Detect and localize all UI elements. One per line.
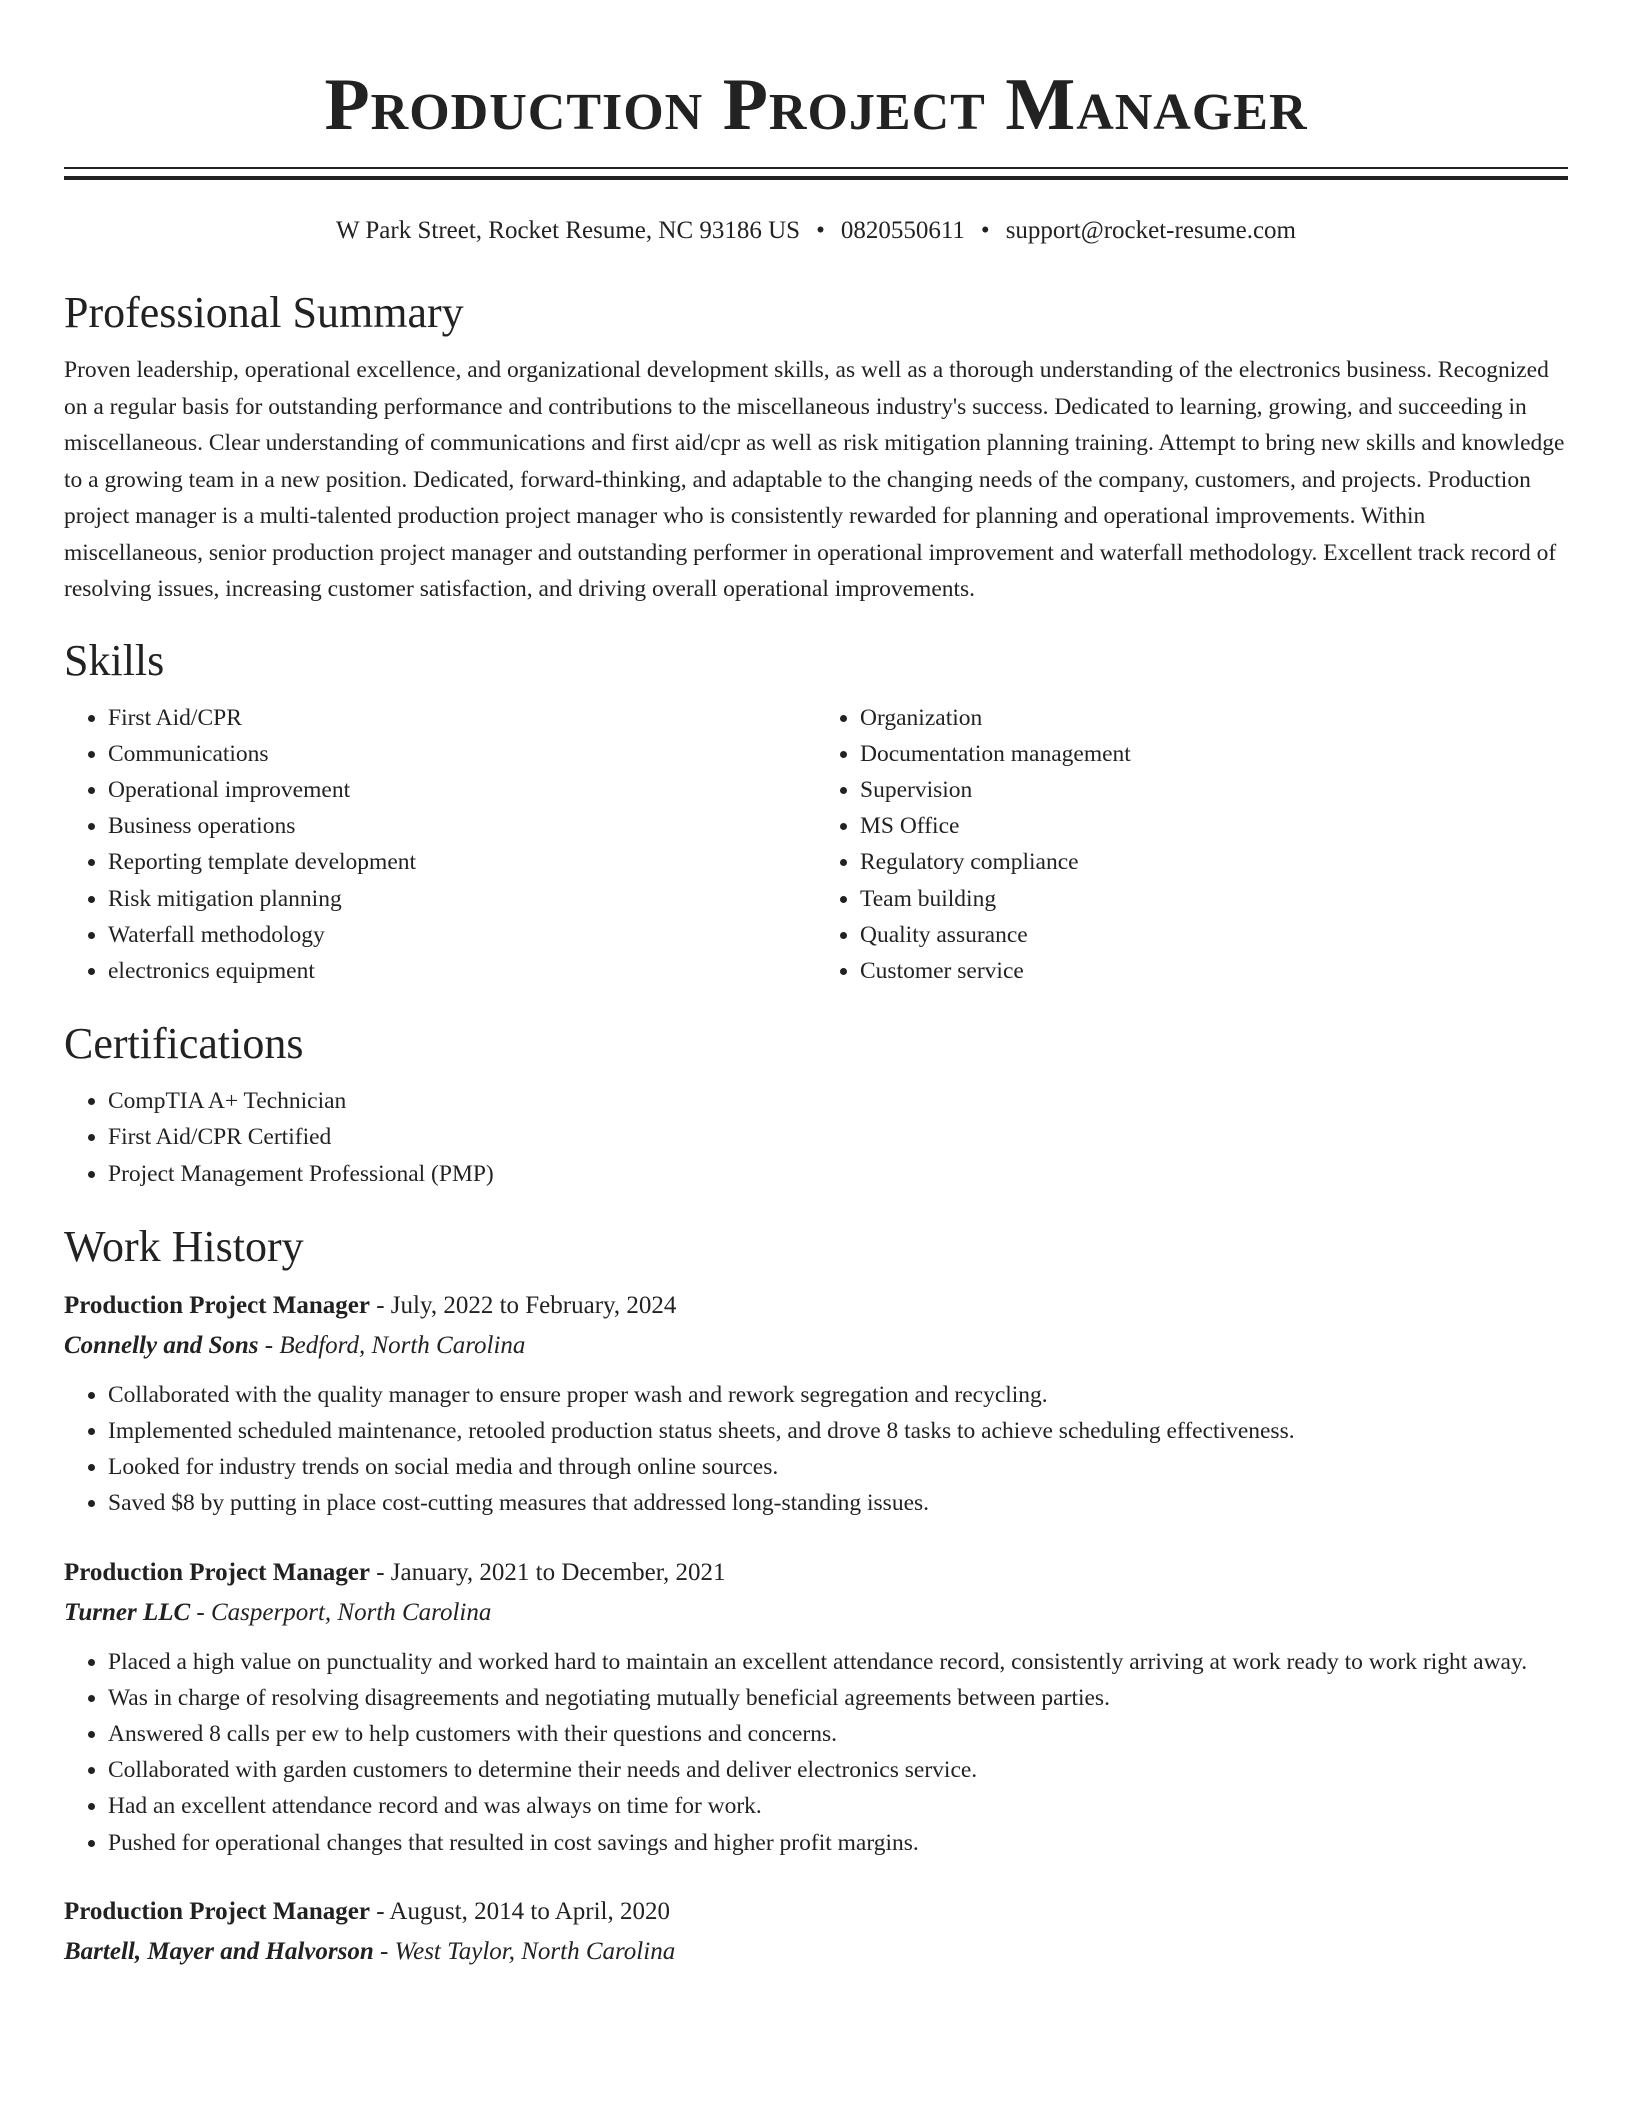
job-entry [64,1291,1568,1522]
summary-section [64,285,1568,608]
job-company-line [64,1331,1568,1361]
contact-separator: • [816,217,825,244]
resume-page [64,0,1568,1967]
job-bullet: • Answered 8 calls per ew to help customers with their questions and concerns. [108,1716,1568,1752]
job-entry [64,1897,1568,1967]
job-title-line [64,1558,1568,1588]
job-bullet: • Implemented scheduled maintenance, retooled production status sheets, and drove 8 tasks to achieve scheduling effectiveness. [108,1413,1568,1449]
job-title: Production Project Manager [64,1558,370,1586]
job-bullet: • Pushed for operational changes that resulted in cost savings and higher profit margins. [108,1825,1568,1861]
skill-item: • Supervision [860,772,1568,808]
skill-item: • First Aid/CPR [108,700,816,736]
job-bullets [64,1644,1568,1861]
work-history-section [64,1219,1568,1967]
job-bullet: • Placed a high value on punctuality and worked hard to maintain an excellent attendance record, consistently arriving at work ready to work right away. [108,1644,1568,1680]
skills-section [64,633,1568,990]
skill-item: • Business operations [108,808,816,844]
divider-thin [64,167,1568,169]
skill-item: • MS Office [860,808,1568,844]
certification-item: • CompTIA A+ Technician [108,1083,1568,1119]
skill-item: • Regulatory compliance [860,844,1568,880]
job-entry [64,1558,1568,1861]
skills-list-right [816,700,1568,990]
job-bullet: • Collaborated with the quality manager to ensure proper wash and rework segregation and recycling. [108,1377,1568,1413]
job-bullet: • Collaborated with garden customers to determine their needs and deliver electronics service. [108,1752,1568,1788]
skills-list-left [64,700,816,990]
job-location: - West Taylor, North Carolina [373,1937,676,1965]
certification-item: • Project Management Professional (PMP) [108,1156,1568,1192]
skill-item: • Risk mitigation planning [108,881,816,917]
certifications-section [64,1016,1568,1192]
job-dates: - January, 2021 to December, 2021 [369,1558,726,1586]
job-bullets [64,1377,1568,1522]
job-title: Production Project Manager [64,1291,370,1319]
skill-item: • Operational improvement [108,772,816,808]
job-company: Turner LLC [64,1598,191,1626]
summary-text: Proven leadership, operational excellence, and organizational development skills, as well as a thorough understanding of the electronics business. Recognized on a regular basis for outstanding performance and contributions to the miscellaneous industry's success. Dedicated to learning, growing, and succeeding in miscellaneous. Clear understanding of communications and first aid/cpr as well as risk mitigation planning training. Attempt to bring new skills and knowledge to a growing team in a new position. Dedicated, forward-thinking, and adaptable to the changing needs of the company, customers, and projects. Production project manager is a multi-talented production project manager who is consistently rewarded for planning and operational improvements. Within miscellaneous, senior production project manager and outstanding performer in operational improvement and waterfall methodology. Excellent track record of resolving issues, increasing customer satisfaction, and driving overall operational improvements. [64,357,1565,602]
resume-title: Production Project Manager [324,64,1308,146]
skill-item: • Reporting template development [108,844,816,880]
divider-thick [64,176,1568,180]
summary-heading: Professional Summary [64,288,464,337]
certifications-heading: Certifications [64,1019,304,1069]
skills-columns [64,700,1568,990]
skill-item: • Documentation management [860,736,1568,772]
contact-separator: • [980,217,990,244]
job-company: Connelly and Sons [64,1331,259,1359]
skill-item: • Customer service [860,953,1568,989]
job-bullet: • Had an excellent attendance record and was always on time for work. [108,1788,1568,1824]
job-location: - Bedford, North Carolina [258,1331,526,1359]
skill-item: • Communications [108,736,816,772]
skill-item: • Waterfall methodology [108,917,816,953]
job-bullet: • Was in charge of resolving disagreements and negotiating mutually beneficial agreements between parties. [108,1680,1568,1716]
job-title-line [64,1291,1568,1321]
skills-heading: Skills [64,635,165,685]
contact-address: W Park Street, Rocket Resume, NC 93186 US [336,217,801,244]
certification-item: • First Aid/CPR Certified [108,1119,1568,1155]
skill-item: • electronics equipment [108,953,816,989]
skill-item: • Team building [860,881,1568,917]
contact-phone: 0820550611 [840,217,965,244]
job-bullet: • Looked for industry trends on social media and through online sources. [108,1449,1568,1485]
job-company: Bartell, Mayer and Halvorson [64,1937,374,1965]
title-divider [64,167,1568,180]
job-company-line [64,1598,1568,1628]
job-dates: - August, 2014 to April, 2020 [369,1897,670,1925]
job-dates: - July, 2022 to February, 2024 [369,1291,677,1319]
job-bullet: • Saved $8 by putting in place cost-cutting measures that addressed long-standing issues. [108,1485,1568,1521]
job-title: Production Project Manager [64,1897,370,1925]
skill-item: • Organization [860,700,1568,736]
job-location: - Casperport, North Carolina [190,1598,492,1626]
contact-email: support@rocket-resume.com [1005,217,1296,244]
contact-line [64,216,1568,246]
certifications-list [64,1083,1568,1192]
job-title-line [64,1897,1568,1927]
work-history-heading: Work History [64,1221,304,1271]
skill-item: • Quality assurance [860,917,1568,953]
job-company-line [64,1937,1568,1967]
